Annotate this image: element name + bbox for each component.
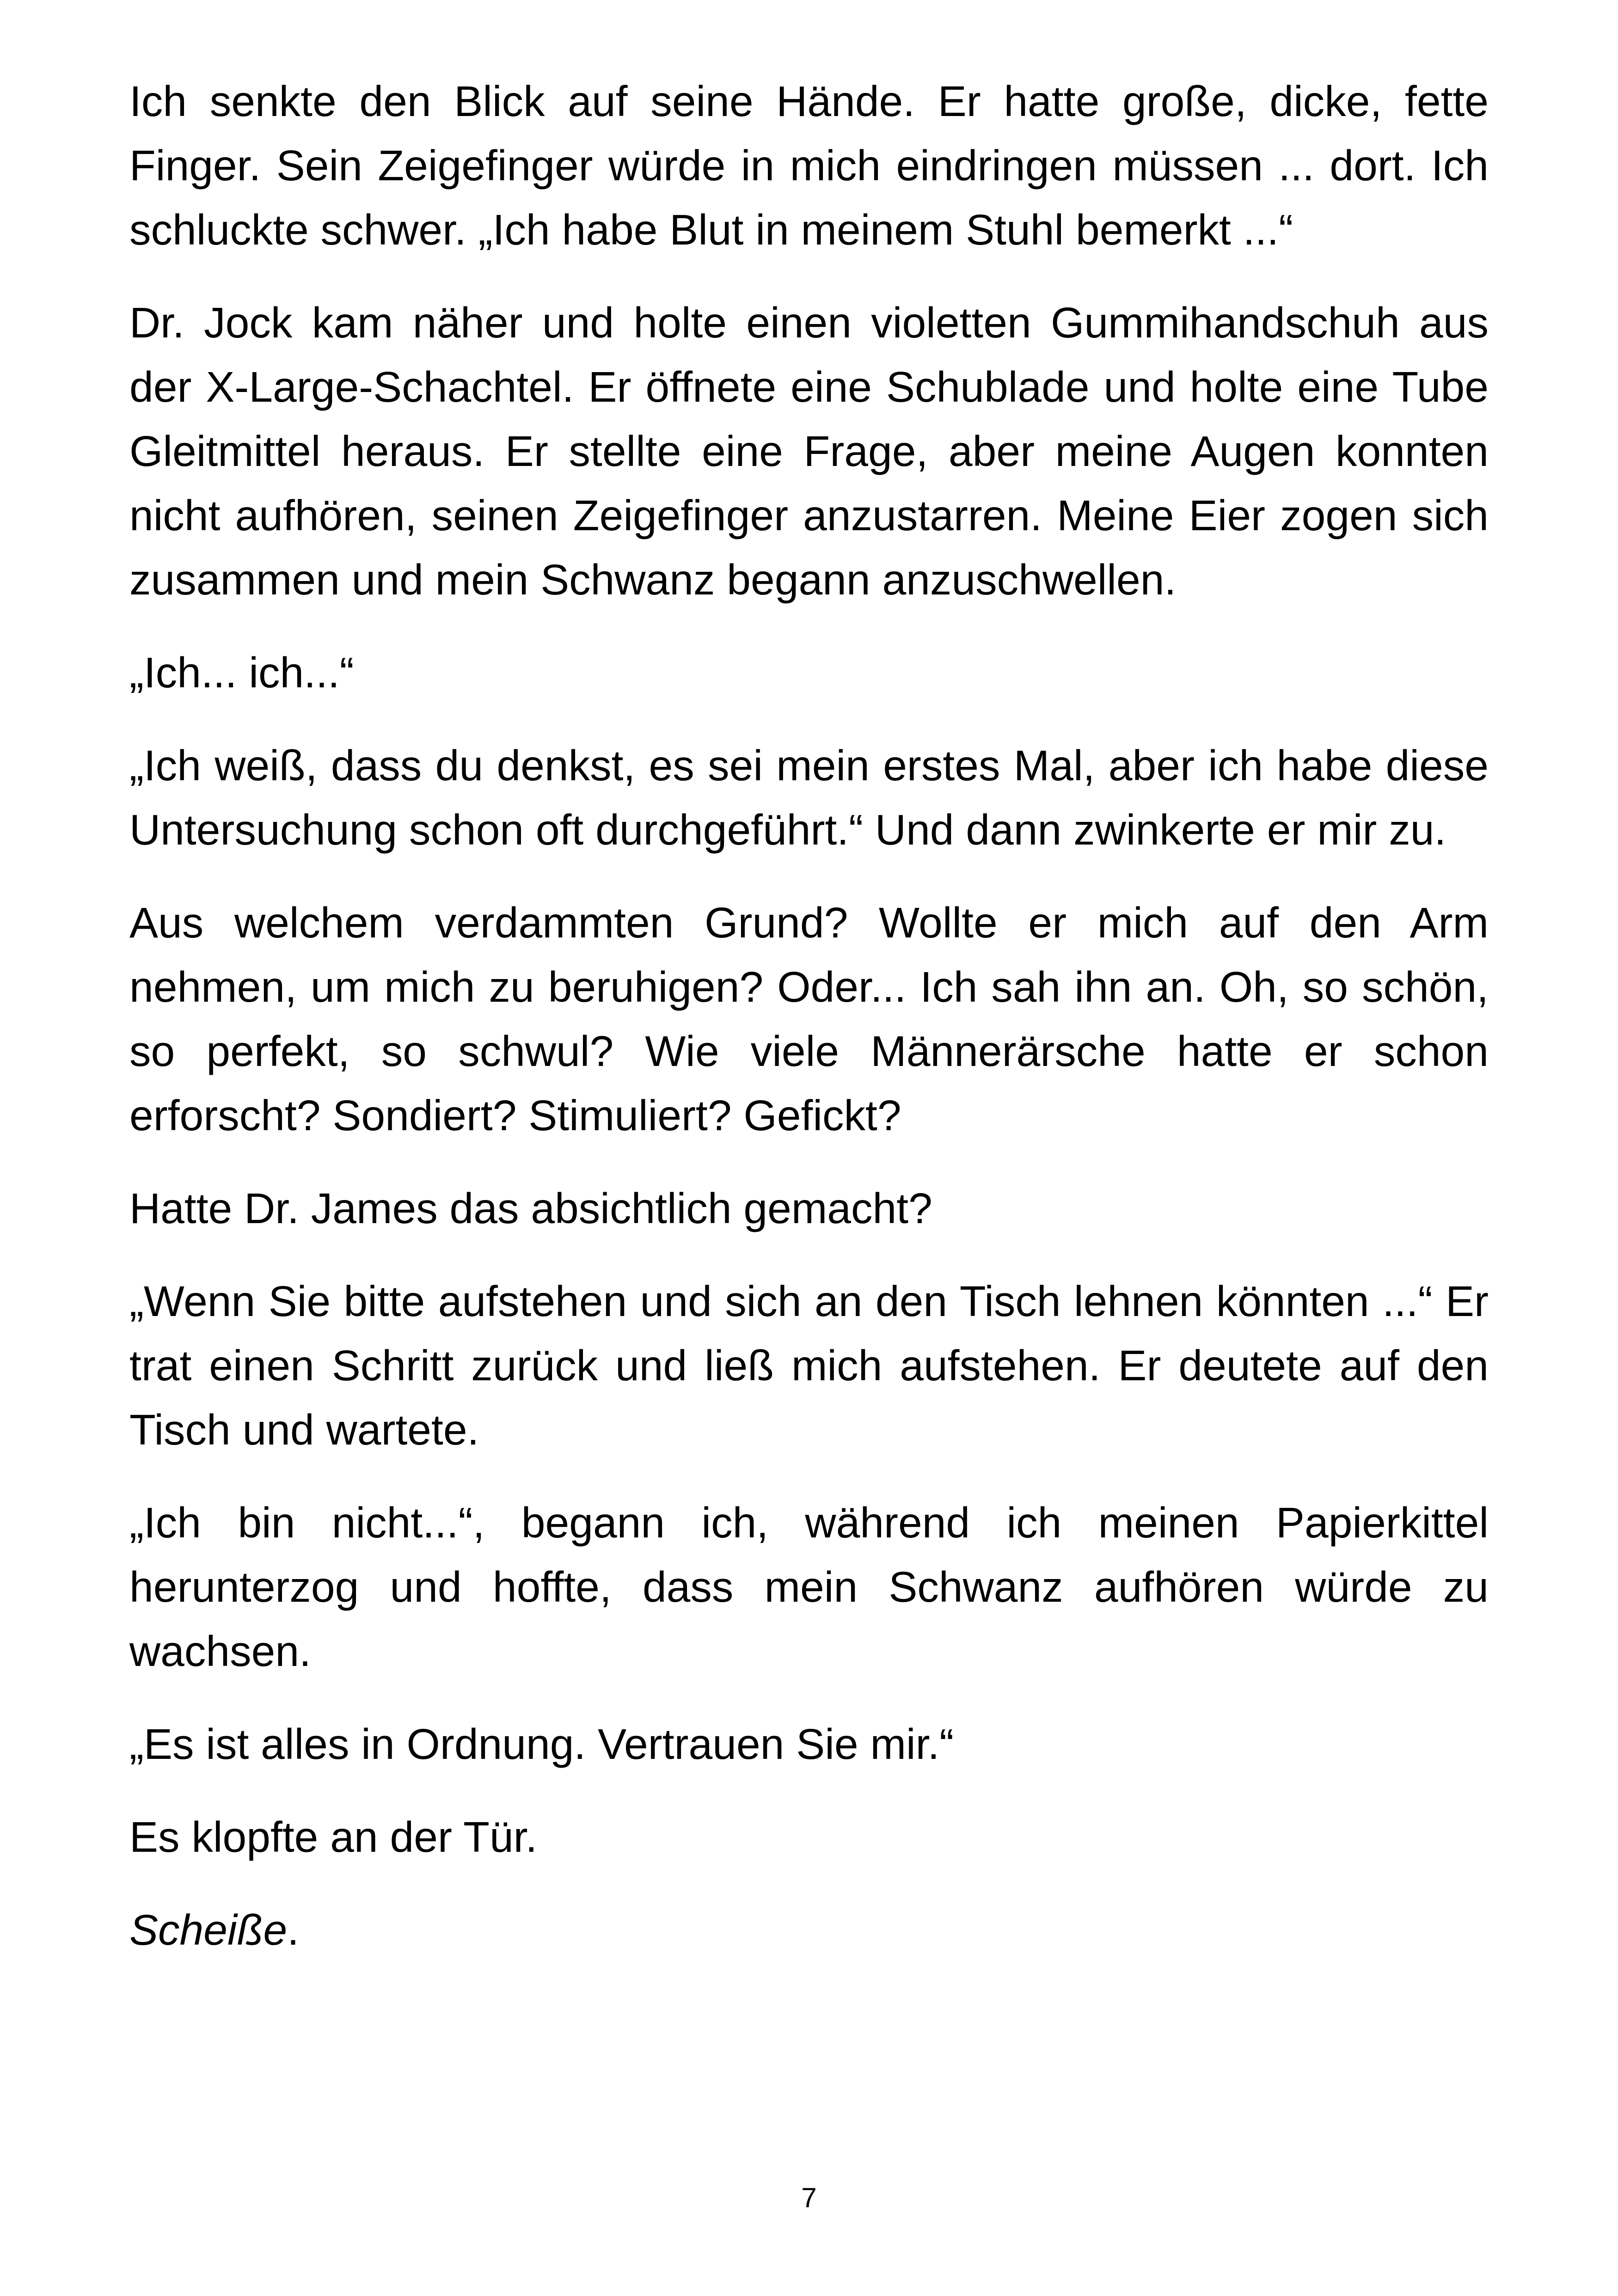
paragraph-4: „Ich weiß, dass du denkst, es sei mein erstes Mal, aber ich habe diese Untersuchung schon oft durchgeführt.“ Und dann zwinkerte er mir zu. [129, 741, 1489, 854]
paragraph-3: „Ich... ich...“ [129, 649, 354, 697]
page-number: 7 [801, 2182, 817, 2213]
paragraph-7: „Wenn Sie bitte aufstehen und sich an den Tisch lehnen könnten ...“ Er trat einen Schritt zurück und ließ mich aufstehen. Er deutete auf den Tisch und wartete. [129, 1277, 1489, 1454]
body-text [129, 69, 1489, 1991]
paragraph-1: Ich senkte den Blick auf seine Hände. Er hatte große, dicke, fette Finger. Sein Zeigefinger würde in mich eindringen müssen ... dort. Ich schluckte schwer. „Ich habe Blut in meinem Stuhl bemerkt ...“ [129, 77, 1489, 254]
paragraph-5: Aus welchem verdammten Grund? Wollte er mich auf den Arm nehmen, um mich zu beruhigen? Oder... Ich sah ihn an. Oh, so schön, so perfekt, so schwul? Wie viele Männerärsche hatte er schon erforscht? Sondiert? Stimuliert? Gefickt? [129, 899, 1489, 1139]
paragraph-10: Es klopfte an der Tür. [129, 1813, 538, 1861]
paragraph-6: Hatte Dr. James das absichtlich gemacht? [129, 1184, 932, 1232]
paragraph-2: Dr. Jock kam näher und holte einen violetten Gummihandschuh aus der X-Large-Schachtel. Er öffnete eine Schublade und holte eine Tube Gleitmittel heraus. Er stellte eine Frage, aber meine Augen konnten nicht aufhören, seinen Zeigefinger anzustarren. Meine Eier zogen sich zusammen und mein Schwanz begann anzuschwellen. [129, 299, 1489, 604]
paragraph-11 [129, 1898, 1489, 1962]
paragraph-8: „Ich bin nicht...“, begann ich, während ich meinen Papierkittel herunterzog und hoffte, dass mein Schwanz aufhören würde zu wachsen. [129, 1499, 1489, 1675]
italic-word: Scheiße [129, 1906, 288, 1954]
final-punctuation: . [287, 1906, 300, 1954]
paragraph-9: „Es ist alles in Ordnung. Vertrauen Sie mir.“ [129, 1720, 954, 1768]
